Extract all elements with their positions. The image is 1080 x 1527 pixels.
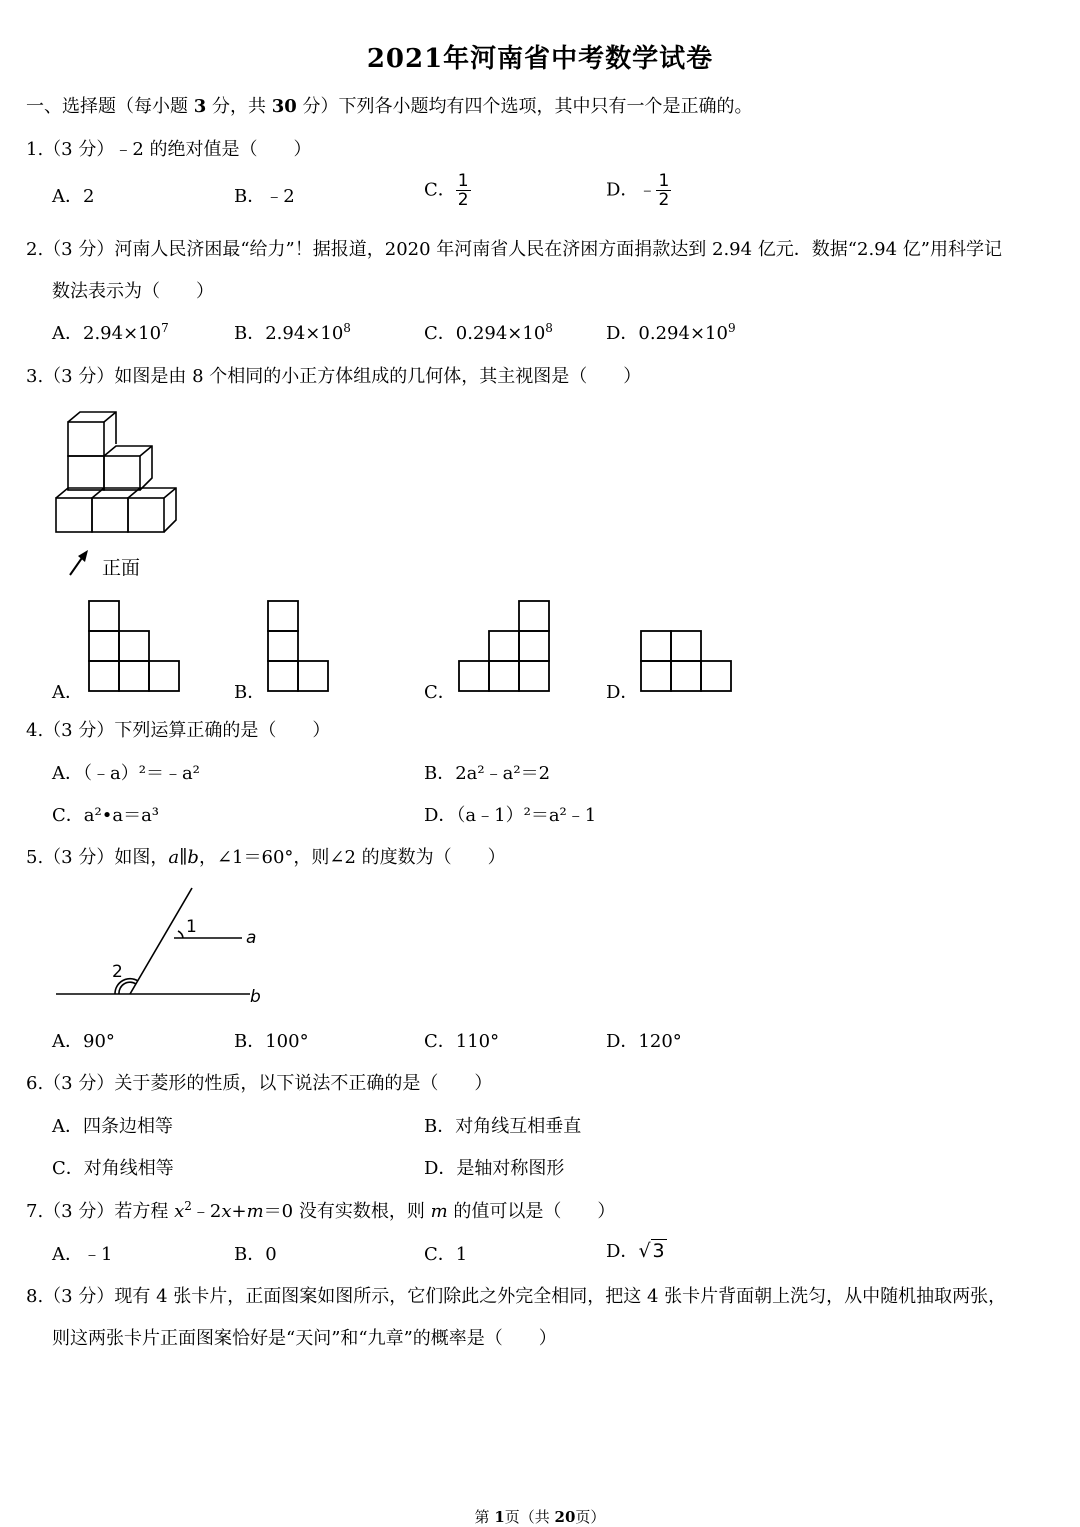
- q3-option-b-view: [267, 600, 331, 693]
- q1-option-c: C． $\frac{1}{2}$: [424, 171, 469, 210]
- q5-option-d: D．120°: [606, 1031, 682, 1052]
- q2-option-d: D．$0.294\times 10^9$: [606, 321, 736, 344]
- q2-stem: 2.（3 分）河南人民济困最“给力”！据报道，2020 年河南省人民在济困方面捐款达到 2.94 亿元．数据“2.94 亿”用科学记: [26, 239, 1003, 260]
- q6-stem: 6.（3 分）关于菱形的性质，以下说法不正确的是（ ）: [26, 1073, 493, 1094]
- q4-option-b: B．2a²﹣a²＝2: [424, 763, 551, 784]
- q5-parallel-lines-figure: [50, 880, 270, 1010]
- q3-option-d-view: [640, 630, 734, 693]
- q6-option-a: A．四条边相等: [52, 1116, 173, 1137]
- q3-cube-figure: [50, 400, 190, 585]
- q3-stem: 3.（3 分）如图是由 8 个相同的小正方体组成的几何体，其主视图是（ ）: [26, 366, 642, 387]
- q5-stem: 5.（3 分）如图，a∥b，∠1＝60°，则∠2 的度数为（ ）: [26, 847, 506, 868]
- page-title: 2021年河南省中考数学试卷: [366, 44, 714, 74]
- q3-option-d: D．: [606, 682, 639, 703]
- q8-stem-cont: 则这两张卡片正面图案恰好是“天问”和“九章”的概率是（ ）: [52, 1328, 557, 1349]
- q2-option-b: B．$2.94\times 10^8$: [234, 321, 351, 344]
- fraction: $\frac{1}{2}$: [658, 171, 670, 210]
- q1-option-a: A．2: [52, 186, 95, 207]
- fraction: $\frac{1}{2}$: [457, 171, 469, 210]
- q7-option-c: C．1: [424, 1244, 468, 1265]
- front-label: 正面: [102, 557, 141, 579]
- section-header: 一、选择题（每小题 3 分，共 30 分）下列各小题均有四个选项，其中只有一个是正确的。: [26, 96, 753, 117]
- q2-option-c: C．$0.294\times 10^8$: [424, 321, 553, 344]
- q7-option-a: A．﹣1: [52, 1244, 113, 1265]
- q1-option-b: B．﹣2: [234, 186, 295, 207]
- q6-option-c: C．对角线相等: [52, 1158, 174, 1179]
- svg-text:a: a: [246, 928, 257, 948]
- q8-stem: 8.（3 分）现有 4 张卡片，正面图案如图所示，它们除此之外完全相同，把这 4 张卡片背面朝上洗匀，从中随机抽取两张，: [26, 1286, 1007, 1307]
- q4-option-d: D．（a﹣1）²＝a²﹣1: [424, 805, 597, 826]
- q6-option-b: B．对角线互相垂直: [424, 1116, 582, 1137]
- svg-text:2: 2: [112, 962, 123, 982]
- q2-option-a: A．$2.94\times 10^7$: [52, 321, 169, 344]
- q5-option-c: C．110°: [424, 1031, 500, 1052]
- q7-option-b: B．0: [234, 1244, 277, 1265]
- q6-option-d: D．是轴对称图形: [424, 1158, 565, 1179]
- q1-option-d: D．﹣ $\frac{1}{2}$: [606, 171, 670, 210]
- q3-option-a: A．: [52, 682, 83, 703]
- sqrt-expression: √ 3: [638, 1240, 665, 1262]
- q1-stem: 1.（3 分）﹣2 的绝对值是（ ）: [26, 139, 312, 160]
- q4-stem: 4.（3 分）下列运算正确的是（ ）: [26, 720, 331, 741]
- q3-option-b: B．: [234, 682, 266, 703]
- q5-option-a: A．90°: [52, 1031, 115, 1052]
- q5-option-b: B．100°: [234, 1031, 309, 1052]
- q7-option-d: D．√ 3: [606, 1240, 665, 1262]
- q3-option-a-view: [88, 600, 182, 693]
- svg-text:1: 1: [186, 917, 197, 937]
- page-footer: 第 1页（共 20页）: [474, 1508, 606, 1526]
- q3-option-c-view: [458, 600, 552, 693]
- q4-option-c: C．a²•a＝a³: [52, 805, 160, 826]
- q2-stem-cont: 数法表示为（ ）: [52, 281, 214, 302]
- q7-stem: 7.（3 分）若方程 $x^2﹣2x+m=0$ 没有实数根，则 m 的值可以是（ ）: [26, 1199, 616, 1222]
- q3-option-c: C．: [424, 682, 456, 703]
- svg-text:b: b: [250, 987, 261, 1007]
- q4-option-a: A．（﹣a）²＝﹣a²: [52, 763, 200, 784]
